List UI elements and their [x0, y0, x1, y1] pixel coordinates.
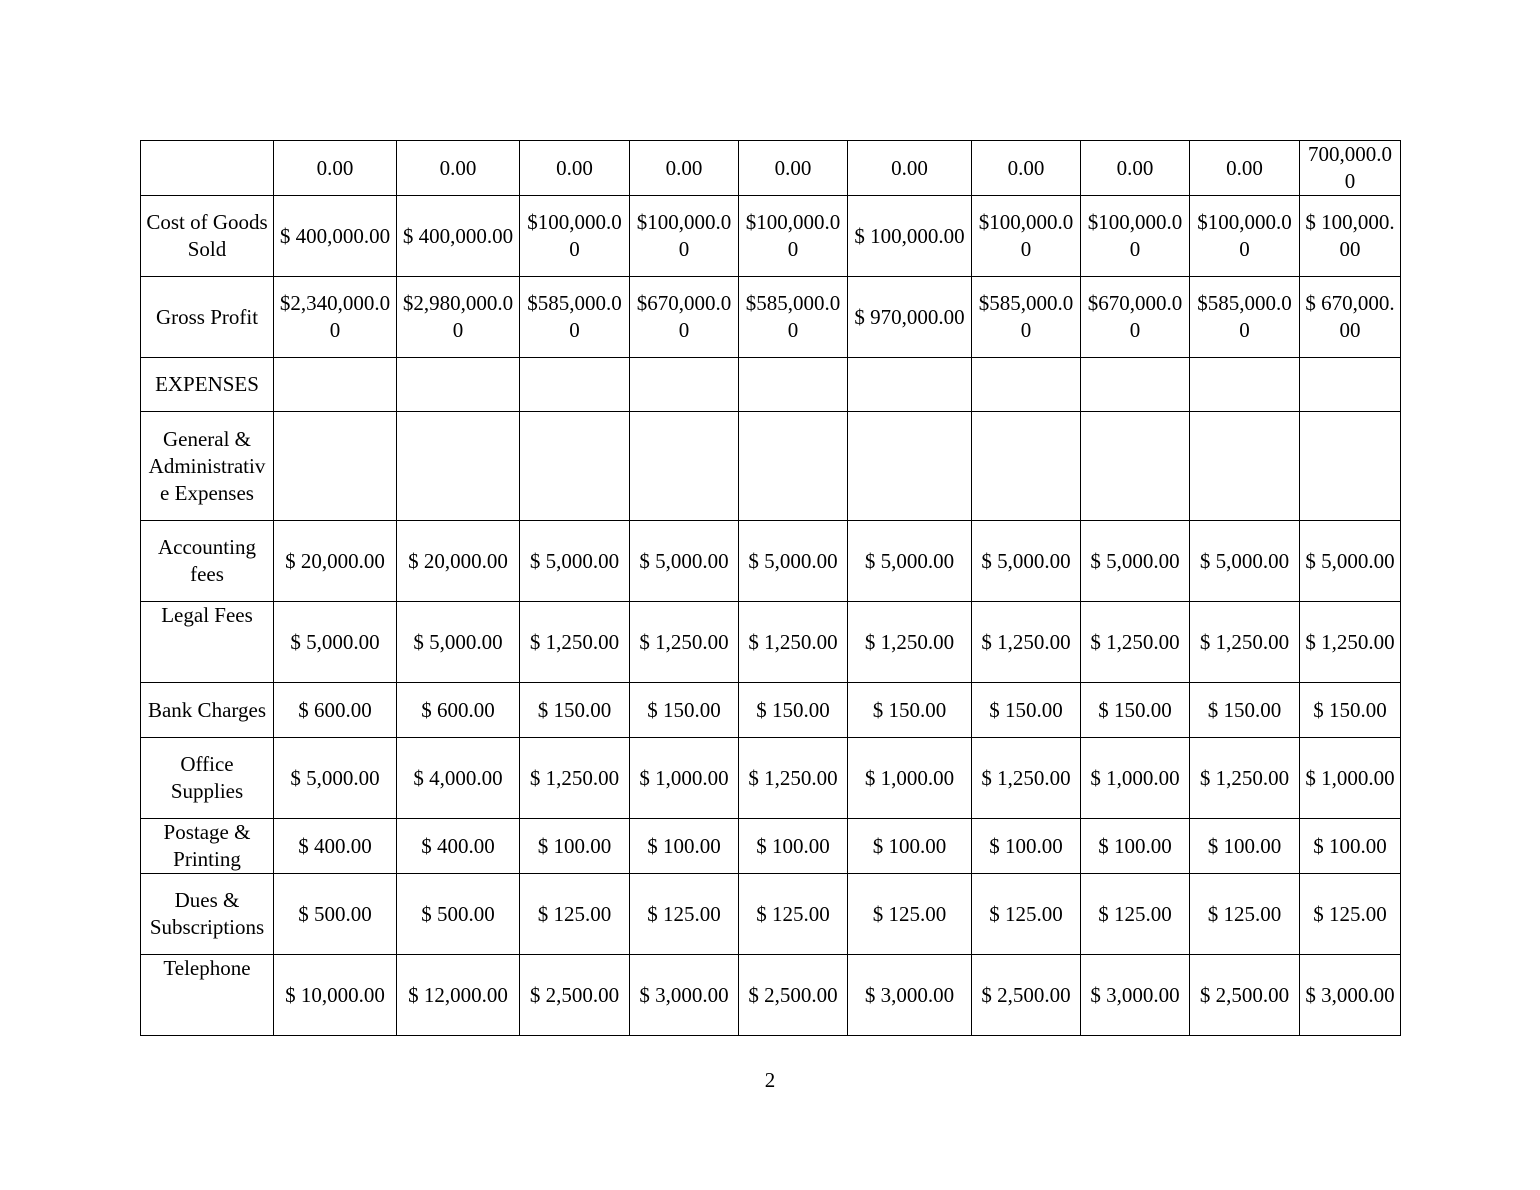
table-cell: $ 1,250.00 [972, 738, 1081, 819]
table-cell: $ 1,250.00 [739, 738, 848, 819]
table-cell: $ 5,000.00 [1300, 521, 1401, 602]
table-cell: $ 125.00 [1081, 874, 1190, 955]
table-cell [630, 412, 739, 521]
table-cell: 0.00 [1081, 141, 1190, 196]
row-label: Office Supplies [141, 738, 274, 819]
table-cell [630, 358, 739, 412]
table-row [141, 412, 1401, 521]
row-label: Cost of Goods Sold [141, 196, 274, 277]
table-row [141, 874, 1401, 955]
table-row [141, 955, 1401, 1036]
table-cell: 700,000.00 [1300, 141, 1401, 196]
table-cell [1081, 358, 1190, 412]
table-cell: $ 100,000.00 [1300, 196, 1401, 277]
table-cell: $ 5,000.00 [630, 521, 739, 602]
page-number: 2 [764, 1068, 776, 1092]
table-cell: $ 5,000.00 [972, 521, 1081, 602]
table-cell: $100,000.00 [972, 196, 1081, 277]
table-cell: $ 5,000.00 [848, 521, 972, 602]
table-cell: $ 100.00 [1190, 819, 1300, 874]
table-cell: $ 150.00 [1300, 683, 1401, 738]
table-cell: $ 100,000.00 [848, 196, 972, 277]
table-cell: $ 20,000.00 [397, 521, 520, 602]
table-cell: $ 1,250.00 [1300, 602, 1401, 683]
table-cell [1300, 358, 1401, 412]
row-label: Accounting fees [141, 521, 274, 602]
table-cell: $ 150.00 [1190, 683, 1300, 738]
table-cell [972, 358, 1081, 412]
table-row [141, 196, 1401, 277]
financial-table [140, 140, 1401, 1036]
table-cell: $ 1,250.00 [972, 602, 1081, 683]
table-cell: $ 150.00 [848, 683, 972, 738]
table-cell: $ 100.00 [1081, 819, 1190, 874]
table-cell: $ 150.00 [520, 683, 630, 738]
table-cell: $2,980,000.00 [397, 277, 520, 358]
table-cell: $ 1,000.00 [630, 738, 739, 819]
table-row [141, 277, 1401, 358]
row-label: EXPENSES [141, 358, 274, 412]
table-cell [1300, 412, 1401, 521]
table-cell: 0.00 [739, 141, 848, 196]
table-cell: $ 3,000.00 [630, 955, 739, 1036]
row-label: Legal Fees [141, 602, 274, 683]
table-cell: $ 125.00 [739, 874, 848, 955]
table-cell: $ 100.00 [520, 819, 630, 874]
table-cell: $ 1,250.00 [1190, 738, 1300, 819]
table-cell: $585,000.00 [739, 277, 848, 358]
row-label: Dues & Subscriptions [141, 874, 274, 955]
table-cell: $670,000.00 [630, 277, 739, 358]
table-cell: $ 1,000.00 [1300, 738, 1401, 819]
table-cell: $ 600.00 [397, 683, 520, 738]
table-row [141, 141, 1401, 196]
table-cell: $ 125.00 [848, 874, 972, 955]
table-cell: $ 150.00 [630, 683, 739, 738]
table-cell: $ 3,000.00 [1081, 955, 1190, 1036]
table-cell: $ 500.00 [274, 874, 397, 955]
table-cell: $ 400.00 [397, 819, 520, 874]
table-cell: $585,000.00 [972, 277, 1081, 358]
table-cell: $ 400.00 [274, 819, 397, 874]
table-cell: $ 2,500.00 [1190, 955, 1300, 1036]
table-cell: $ 1,250.00 [739, 602, 848, 683]
row-label: Postage & Printing [141, 819, 274, 874]
row-label: General & Administrative Expenses [141, 412, 274, 521]
table-cell: $ 12,000.00 [397, 955, 520, 1036]
table-cell: 0.00 [520, 141, 630, 196]
table-cell: 0.00 [848, 141, 972, 196]
table-cell: $ 125.00 [1300, 874, 1401, 955]
row-label [141, 141, 274, 196]
table-cell: $585,000.00 [1190, 277, 1300, 358]
table-cell: $ 3,000.00 [848, 955, 972, 1036]
table-cell [739, 358, 848, 412]
table-cell [274, 358, 397, 412]
table-row [141, 819, 1401, 874]
row-label: Gross Profit [141, 277, 274, 358]
table-cell: $ 2,500.00 [520, 955, 630, 1036]
table-cell: $ 2,500.00 [739, 955, 848, 1036]
table-cell [520, 412, 630, 521]
table-cell: $ 500.00 [397, 874, 520, 955]
table-cell: $ 5,000.00 [397, 602, 520, 683]
table-cell: $ 1,250.00 [848, 602, 972, 683]
table-row [141, 521, 1401, 602]
table-cell: $ 970,000.00 [848, 277, 972, 358]
table-row [141, 683, 1401, 738]
table-cell: 0.00 [1190, 141, 1300, 196]
table-cell: $ 1,250.00 [630, 602, 739, 683]
table-cell: $ 100.00 [739, 819, 848, 874]
table-cell: $ 5,000.00 [1190, 521, 1300, 602]
row-label: Bank Charges [141, 683, 274, 738]
table-cell [1190, 358, 1300, 412]
table-cell: $670,000.00 [1081, 277, 1190, 358]
table-cell [520, 358, 630, 412]
table-cell: $ 125.00 [520, 874, 630, 955]
table-cell: $100,000.00 [1081, 196, 1190, 277]
table-cell [848, 358, 972, 412]
table-cell [274, 412, 397, 521]
table-cell: $ 100.00 [848, 819, 972, 874]
table-cell [397, 412, 520, 521]
table-cell: 0.00 [630, 141, 739, 196]
table-cell: $ 2,500.00 [972, 955, 1081, 1036]
row-label: Telephone [141, 955, 274, 1036]
table-cell [848, 412, 972, 521]
table-cell: $585,000.00 [520, 277, 630, 358]
table-cell: $ 100.00 [1300, 819, 1401, 874]
table-cell: 0.00 [397, 141, 520, 196]
table-cell: $ 5,000.00 [1081, 521, 1190, 602]
table-cell: $ 1,000.00 [848, 738, 972, 819]
table-cell: $ 5,000.00 [520, 521, 630, 602]
table-cell: $ 125.00 [630, 874, 739, 955]
table-cell: $100,000.00 [630, 196, 739, 277]
table-cell: $ 100.00 [630, 819, 739, 874]
table-cell: 0.00 [972, 141, 1081, 196]
table-cell: $ 100.00 [972, 819, 1081, 874]
table-row [141, 602, 1401, 683]
table-cell [1190, 412, 1300, 521]
table-cell: $100,000.00 [520, 196, 630, 277]
table-row [141, 738, 1401, 819]
table-cell: $ 1,250.00 [520, 602, 630, 683]
table-cell [972, 412, 1081, 521]
table-cell: $ 600.00 [274, 683, 397, 738]
table-cell [1081, 412, 1190, 521]
table-cell: $2,340,000.00 [274, 277, 397, 358]
table-cell: $ 3,000.00 [1300, 955, 1401, 1036]
table-cell: $ 400,000.00 [274, 196, 397, 277]
table-cell: $ 5,000.00 [274, 738, 397, 819]
table-cell: $ 125.00 [972, 874, 1081, 955]
table-cell: $ 5,000.00 [739, 521, 848, 602]
table-cell: 0.00 [274, 141, 397, 196]
table-cell: $ 4,000.00 [397, 738, 520, 819]
table-cell: $ 20,000.00 [274, 521, 397, 602]
table-cell: $ 1,000.00 [1081, 738, 1190, 819]
table-cell: $ 1,250.00 [1081, 602, 1190, 683]
table-cell: $100,000.00 [1190, 196, 1300, 277]
table-cell: $ 150.00 [1081, 683, 1190, 738]
table-cell [397, 358, 520, 412]
table-cell: $ 5,000.00 [274, 602, 397, 683]
table-cell: $ 670,000.00 [1300, 277, 1401, 358]
table-cell: $ 400,000.00 [397, 196, 520, 277]
table-cell: $ 150.00 [972, 683, 1081, 738]
table-cell: $ 1,250.00 [1190, 602, 1300, 683]
table-row [141, 358, 1401, 412]
table-cell: $ 10,000.00 [274, 955, 397, 1036]
table-cell: $ 125.00 [1190, 874, 1300, 955]
table-cell: $ 150.00 [739, 683, 848, 738]
table-cell [739, 412, 848, 521]
table-cell: $100,000.00 [739, 196, 848, 277]
table-cell: $ 1,250.00 [520, 738, 630, 819]
